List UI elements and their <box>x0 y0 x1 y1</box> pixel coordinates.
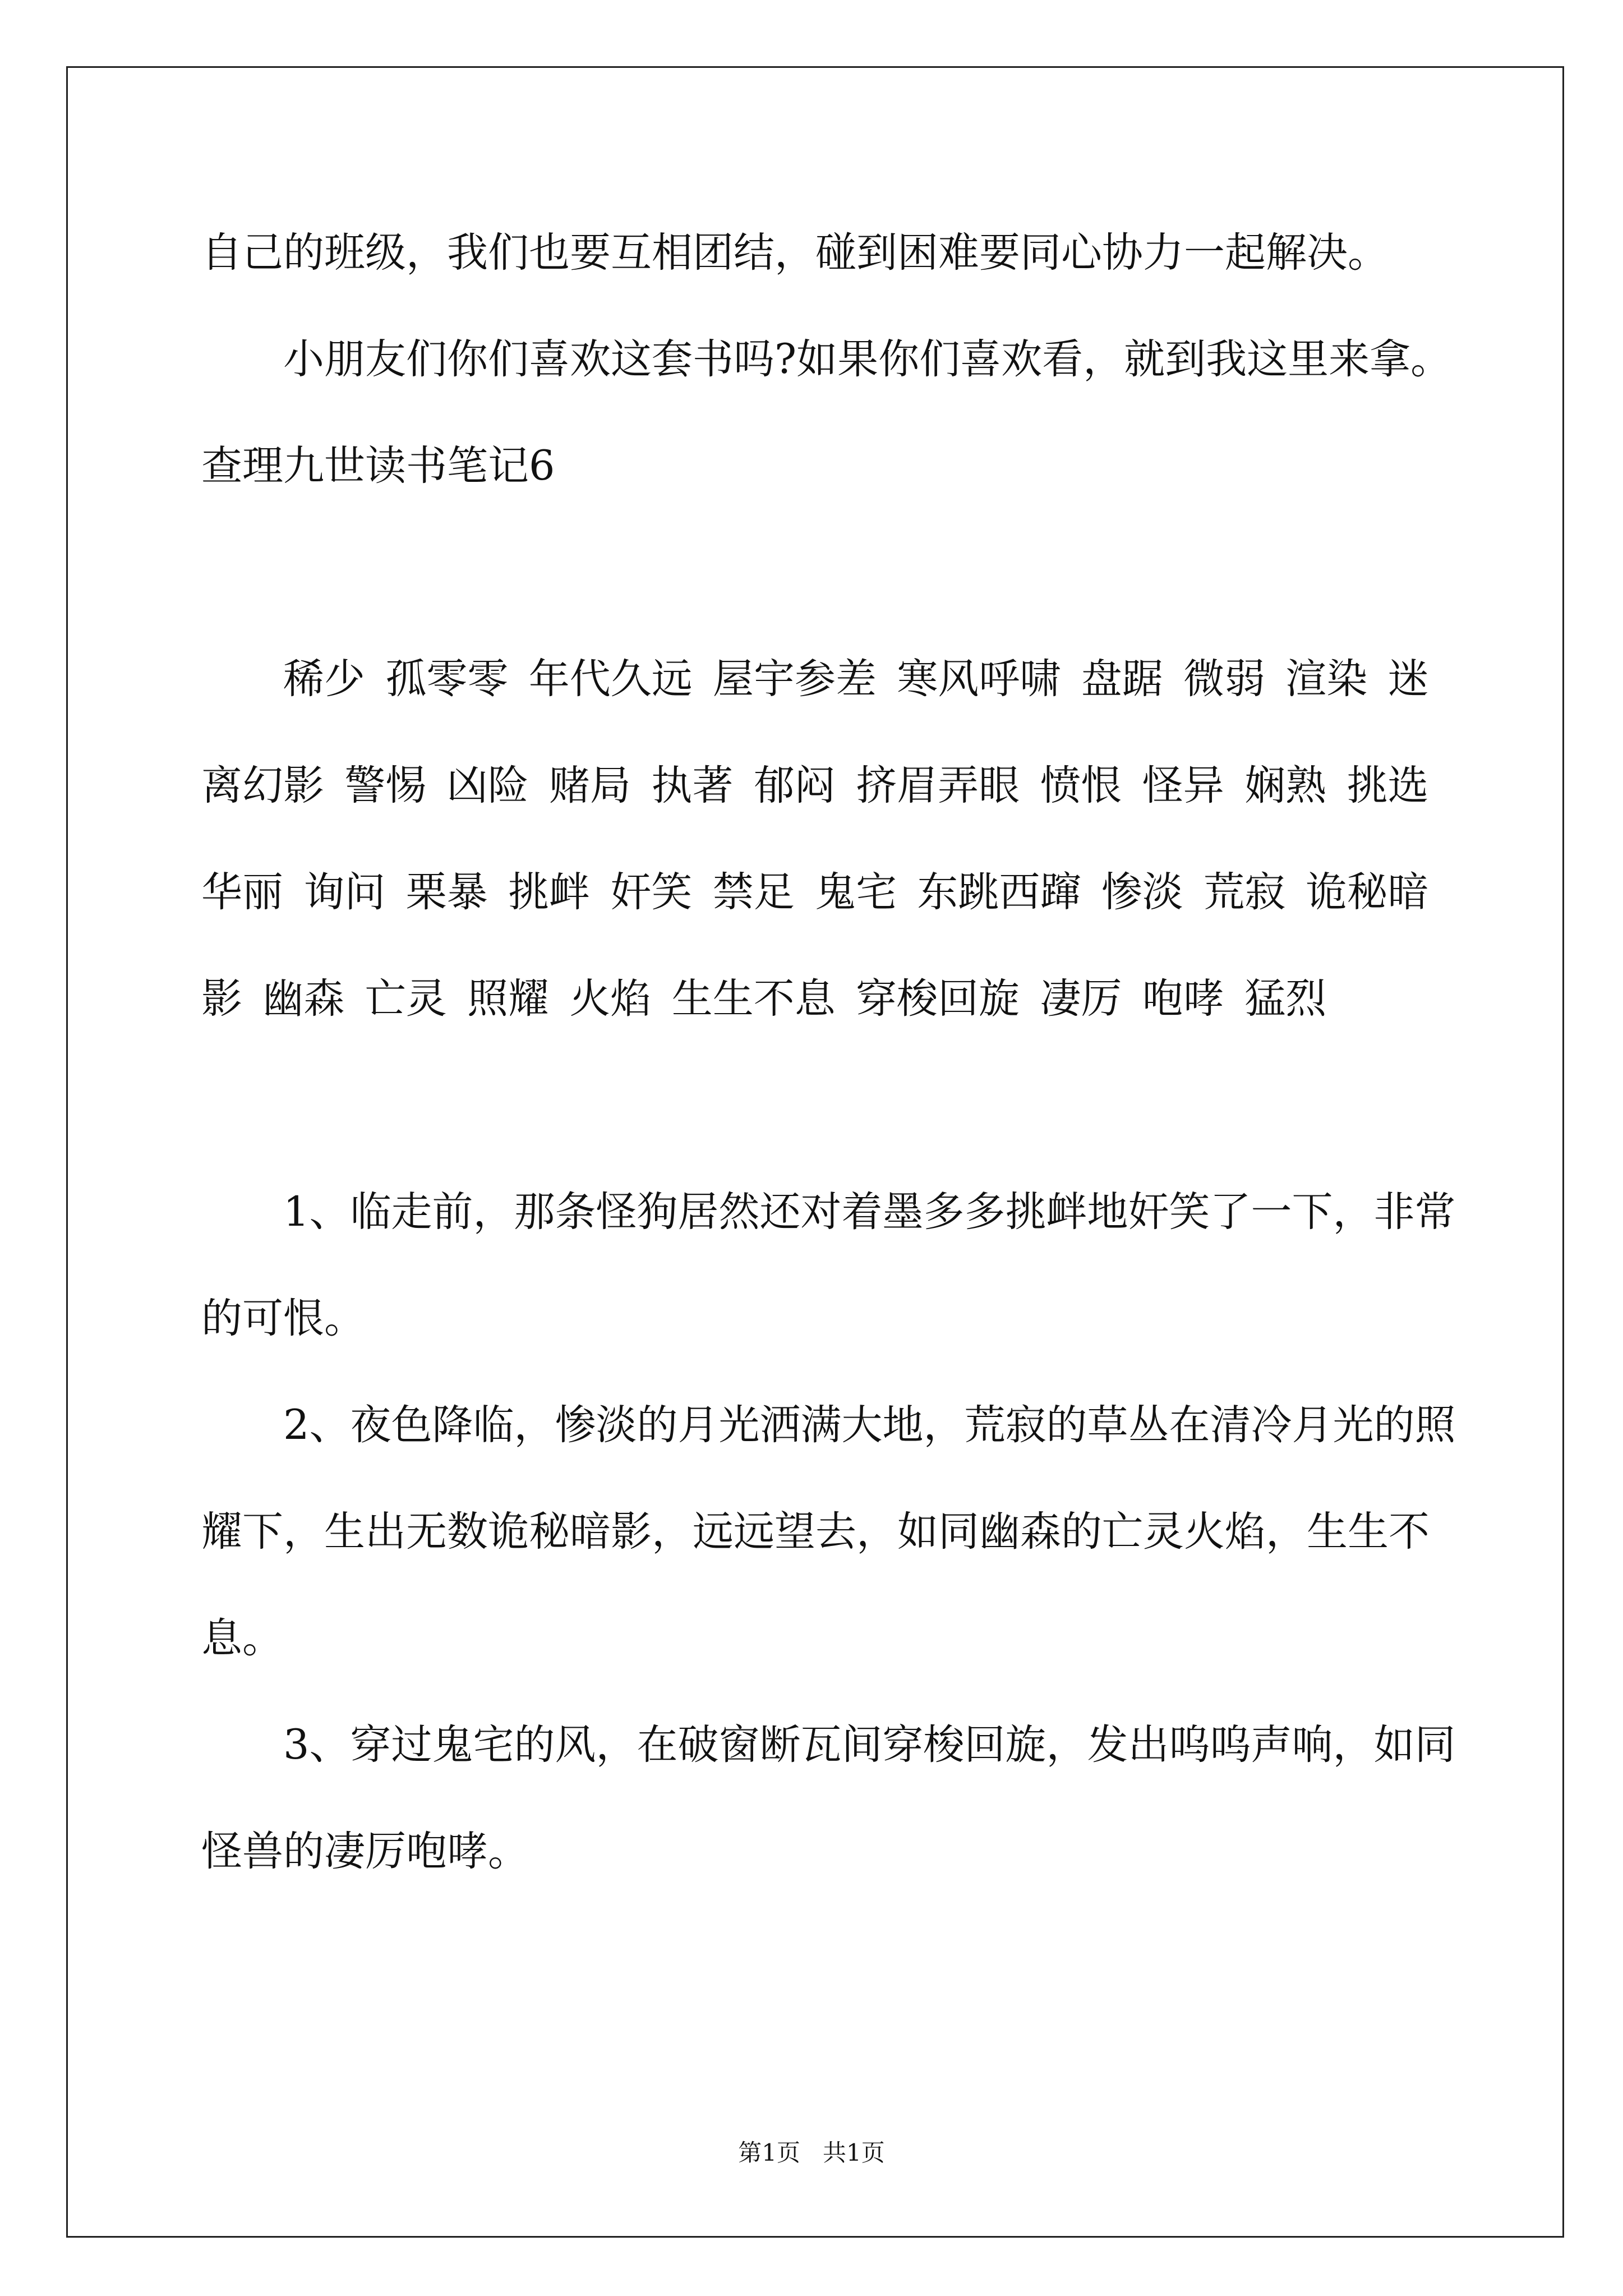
page-footer <box>0 2138 1623 2168</box>
vocabulary-line: 离幻影 警惕 凶险 赌局 执著 郁闷 挤眉弄眼 愤恨 怪异 娴熟 挑选 <box>201 762 1429 809</box>
sentence-3-line: 3、穿过鬼宅的风，在破窗断瓦间穿梭回旋，发出呜呜声响，如同 <box>283 1721 1456 1769</box>
total-pages-label: 共1页 <box>823 2139 885 2166</box>
document-body <box>201 200 1491 1905</box>
sentence-1-line: 的可恨。 <box>201 1295 365 1342</box>
section-heading: 查理九世读书笔记6 <box>201 442 555 490</box>
vocabulary-line: 华丽 询问 栗暴 挑衅 奸笑 禁足 鬼宅 东跳西蹿 惨淡 荒寂 诡秘暗 <box>201 868 1429 916</box>
sentence-1-line: 1、临走前，那条怪狗居然还对着墨多多挑衅地奸笑了一下，非常 <box>283 1188 1456 1236</box>
vocabulary-line: 影 幽森 亡灵 照耀 火焰 生生不息 穿梭回旋 凄厉 咆哮 猛烈 <box>201 975 1327 1023</box>
blank-line <box>201 519 1491 626</box>
blank-line <box>201 1052 1491 1159</box>
current-page-label: 第1页 <box>738 2139 800 2166</box>
vocabulary-line: 稀少 孤零零 年代久远 屋宇参差 寒风呼啸 盘踞 微弱 渲染 迷 <box>283 655 1429 703</box>
continuation-line: 自己的班级，我们也要互相团结，碰到困难要同心协力一起解决。 <box>201 229 1389 277</box>
closing-paragraph-line: 小朋友们你们喜欢这套书吗?如果你们喜欢看，就到我这里来拿。 <box>283 335 1452 383</box>
sentence-2-line: 耀下，生出无数诡秘暗影，远远望去，如同幽森的亡灵火焰，生生不 <box>201 1508 1430 1556</box>
sentence-2-line: 2、夜色降临，惨淡的月光洒满大地，荒寂的草丛在清冷月光的照 <box>283 1401 1456 1449</box>
sentence-3-line: 怪兽的凄厉咆哮。 <box>201 1828 529 1875</box>
sentence-2-line: 息。 <box>201 1614 283 1662</box>
